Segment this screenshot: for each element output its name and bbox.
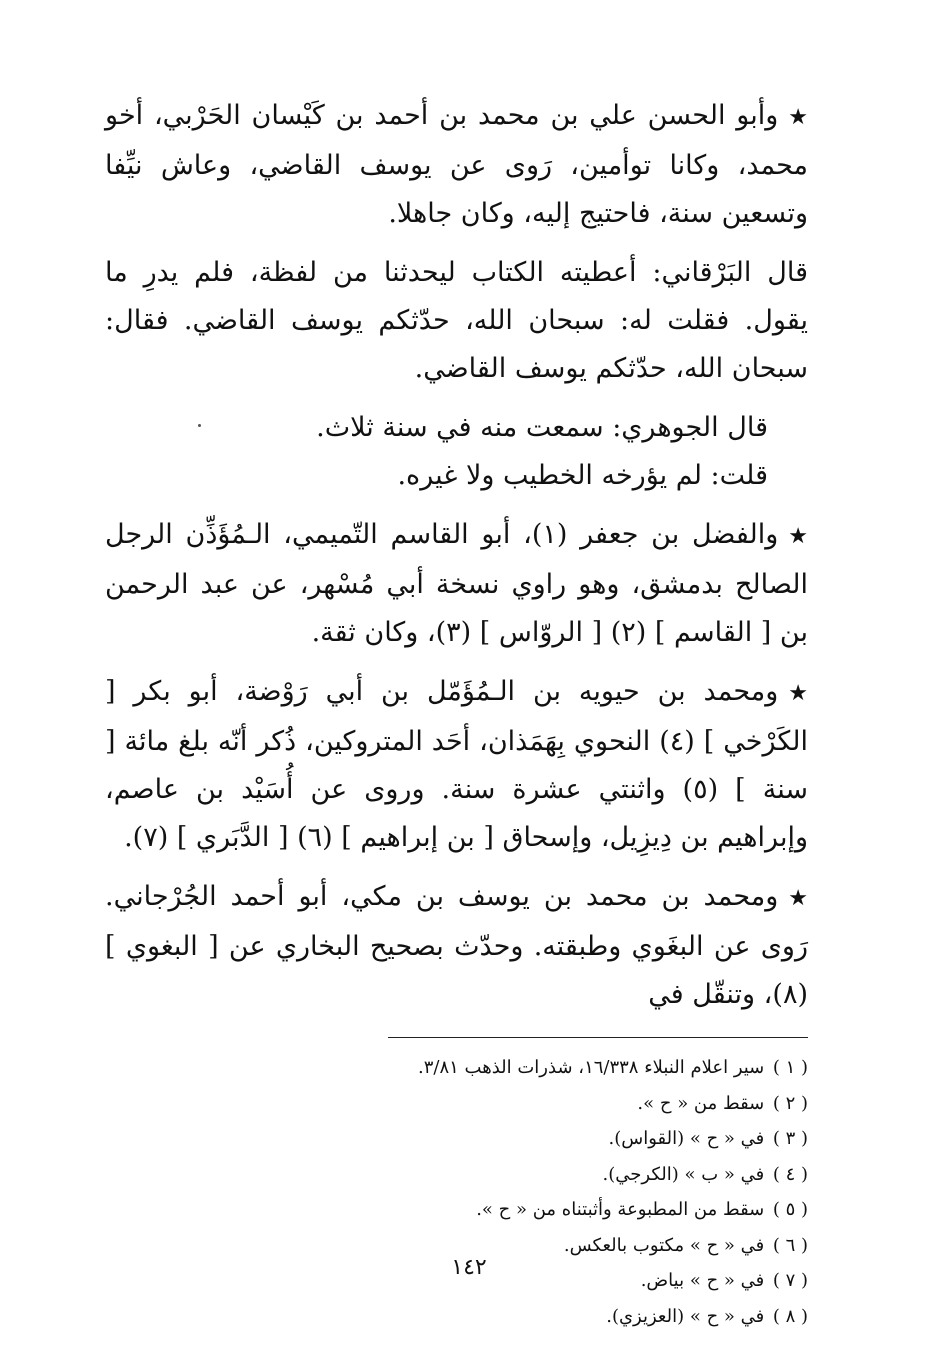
footnote-text: في « ح » (العزيزي). <box>606 1305 765 1327</box>
footnote-text: سقط من المطبوعة وأثبتناه من « ح ». <box>476 1199 765 1220</box>
paragraph-hayawayh <box>105 668 808 862</box>
paragraph-text: ومحمد بن حيويه بن الـمُؤَمّل بن أبي رَوْضة، أبو بكر [ الكَرْخي ] (٤) النحوي بِهَمَذان، أحَد المتروكين، ذُكر أنّه بلغ مائة [ سنة ] (٥) واثنتي عشرة سنة. وروى عن أُسَيْد بن عاصم، وإبراهيم بن دِيزِيل، وإسحاق [ بن إبراهيم ] (٦) [ الدَّبَري ] (٧). <box>105 676 808 853</box>
star-icon: ★ <box>788 524 808 549</box>
footnote-item <box>105 1192 808 1228</box>
footnote-text: سير اعلام النبلاء ١٦/٣٣٨، شذرات الذهب ٣/٨١. <box>418 1057 765 1078</box>
paragraph-text: والفضل بن جعفر (١)، أبو القاسم التّميمي، الـمُؤَذِّن الرجل الصالح بدمشق، وهو راوي نسخة أبي مُسْهر، عن عبد الرحمن بن [ القاسم ] (٢) [ الروّاس ] (٣)، وكان ثقة. <box>105 519 808 648</box>
paragraph-fadl <box>105 511 808 657</box>
footnote-number: ( ١ ) <box>772 1057 808 1078</box>
footnote-text: في « ح » مكتوب بالعكس. <box>563 1234 765 1256</box>
footnote-item <box>105 1086 808 1122</box>
footnote-number: ( ٨ ) <box>772 1305 808 1327</box>
footnote-text: سقط من « ح ». <box>637 1092 765 1114</box>
scan-speck <box>198 424 201 427</box>
paragraph-jawhari <box>105 404 808 452</box>
footnote-item <box>105 1050 808 1086</box>
paragraph-text: قال الجوهري: سمعت منه في سنة ثلاث. <box>316 412 768 443</box>
paragraph-abu-al-hasan <box>105 92 808 238</box>
footnote-item <box>105 1157 808 1193</box>
footnotes-list <box>105 1050 808 1334</box>
paragraph-text: ومحمد بن محمد بن يوسف بن مكي، أبو أحمد الجُرْجاني. رَوى عن البغَوي وطبقته. وحدّث بصحيح البخاري عن [ البغوي ] (٨)، وتنقّل في <box>105 881 808 1010</box>
paragraph-qultu <box>105 452 808 500</box>
star-icon: ★ <box>788 886 808 911</box>
footnote-number: ( ٥ ) <box>772 1199 808 1220</box>
footnote-item <box>105 1299 808 1335</box>
footnote-number: ( ٦ ) <box>772 1234 808 1256</box>
paragraph-text: قلت: لم يؤرخه الخطيب ولا غيره. <box>397 460 768 491</box>
paragraph-jurjani <box>105 873 808 1019</box>
footnote-text: في « ب » (الكرجي). <box>602 1163 765 1185</box>
star-icon: ★ <box>788 105 808 130</box>
footnote-number: ( ٤ ) <box>772 1163 808 1185</box>
paragraph-text: وأبو الحسن علي بن محمد بن أحمد بن كَيْسان الحَرْبي، أخو محمد، وكانا توأمين، رَوى عن يوسف القاضي، وعاش نيِّفا وتسعين سنة، فاحتيج إليه، وكان جاهلا. <box>105 100 808 229</box>
star-icon: ★ <box>788 681 808 706</box>
footnote-divider <box>388 1037 808 1038</box>
footnote-number: ( ٢ ) <box>772 1092 808 1114</box>
paragraph-barqani <box>105 249 808 393</box>
page-number: ١٤٢ <box>451 1255 487 1280</box>
footnote-number: ( ٣ ) <box>772 1128 808 1149</box>
footnote-text: في « ح » (القواس). <box>608 1128 765 1149</box>
paragraph-text: قال البَرْقاني: أعطيته الكتاب ليحدثنا من لفظة، فلم يدرِ ما يقول. فقلت له: سبحان الله، حدّثكم يوسف القاضي. فقال: سبحان الله، حدّثكم يوسف القاضي. <box>105 257 808 384</box>
footnote-item <box>105 1121 808 1157</box>
footnote-text: في « ح » بياض. <box>640 1270 765 1291</box>
footnote-number: ( ٧ ) <box>772 1270 808 1291</box>
